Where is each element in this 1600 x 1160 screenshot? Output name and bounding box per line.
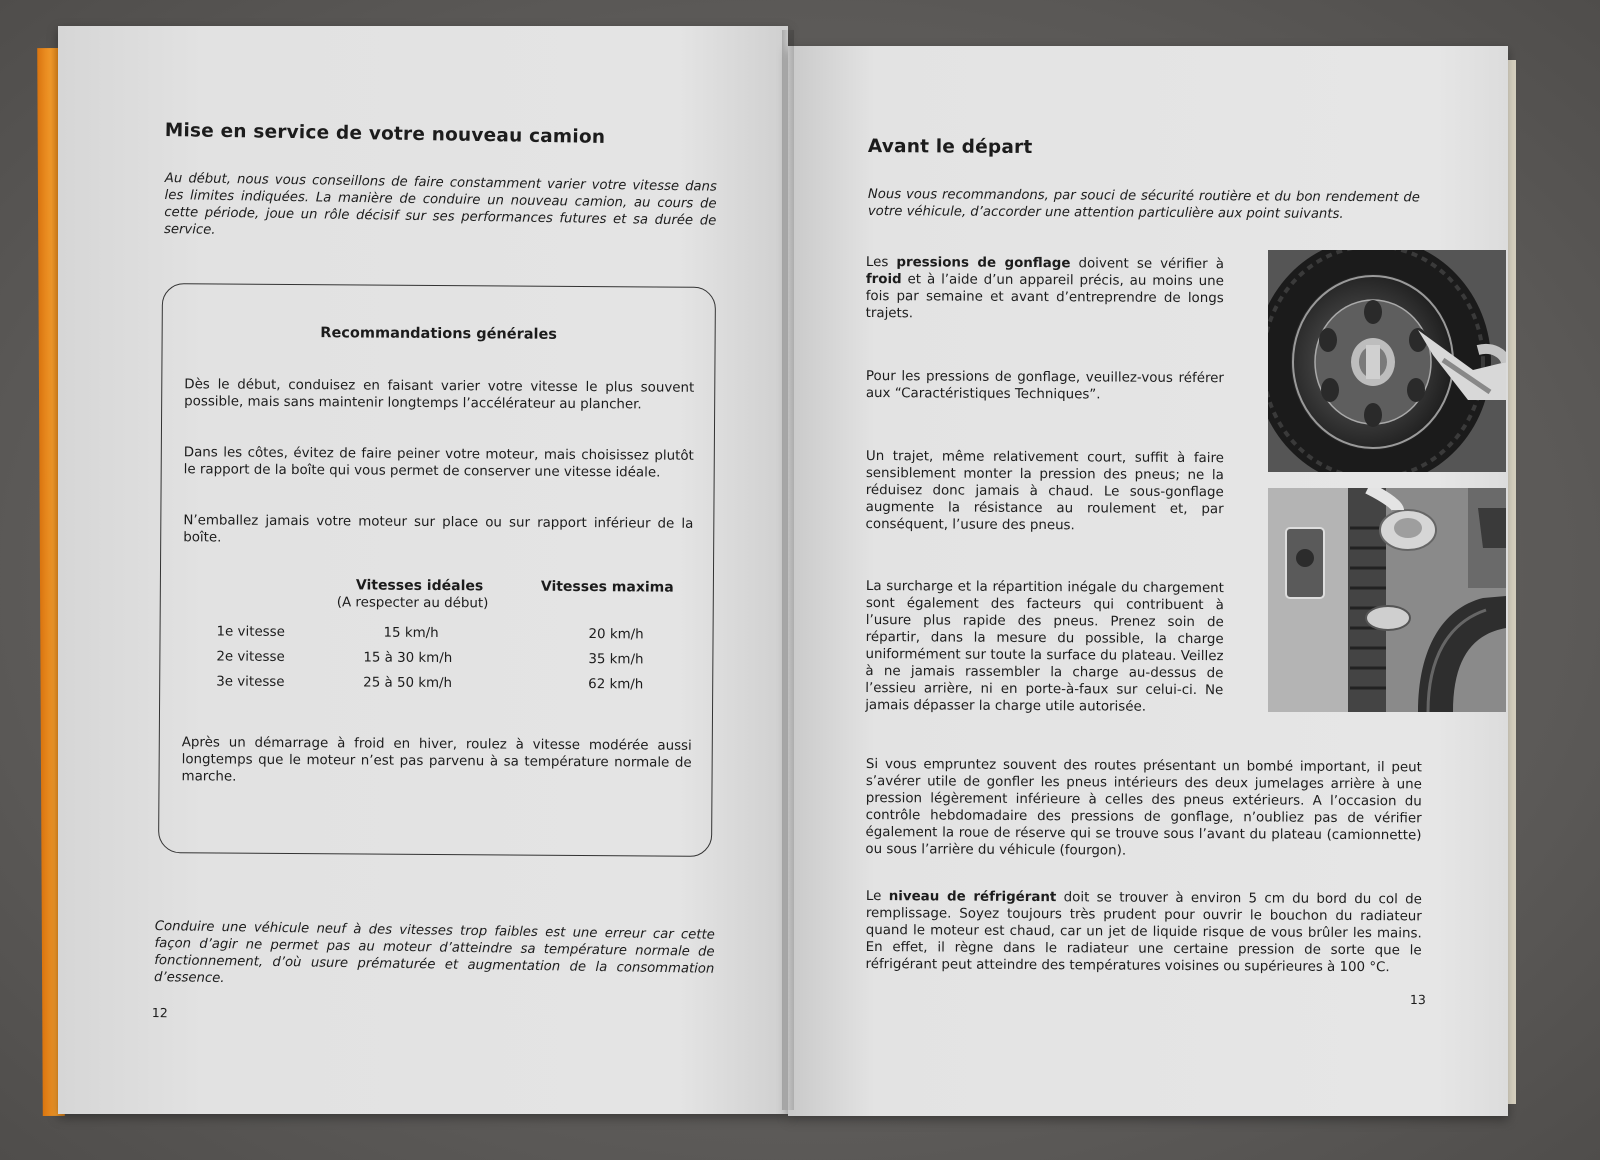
booklet-spine — [782, 30, 794, 1110]
col-subheader-ideal: (A respecter au début) — [336, 595, 489, 612]
col-header-max: Vitesses maxima — [540, 578, 674, 596]
left-footer-note: Conduire une véhicule neuf à des vitesses trop faibles est une erreur car cette façon d’agir ne permet pas au moteur d’atteindre sa température normale de fonctionnement, d’où usure prématurée et augmentation de la consommation d’essence. — [153, 918, 715, 987]
box-paragraph-4: Après un démarrage à froid en hiver, roulez à vitesse modérée aussi longtemps que le moteur n’est pas parvenu à sa température normale de marche. — [181, 735, 692, 785]
ideal-cell: 15 à 30 km/h — [363, 650, 453, 667]
p6-text: doit se trouver à environ 5 cm du bord du col de remplissage. Soyez toujours très prudent pour ouvrir le bouchon du radiateur quand le moteur est chaud, car un jet de liquide risque de vous brûler les mains. En effet, il règne dans le radiateur une certaine pression de sorte que le réfrigérant peut atteindre des températures voisines ou supérieures à 100 °C. — [865, 890, 1422, 976]
pressure-reference-paragraph: Pour les pressions de gonflage, veuillez-vous référer aux “Caractéristiques Techniques”. — [865, 368, 1224, 403]
box-paragraph-2: Dans les côtes, évitez de faire peiner votre moteur, mais choisissez plutôt le rapport de la boîte qui vous permet de conserver une vitesse idéale. — [183, 445, 694, 481]
p1-emphasis-cold: froid — [865, 271, 902, 288]
gear-cell: 2e vitesse — [216, 649, 285, 665]
right-page-number: 13 — [1409, 992, 1426, 1008]
recommendations-box — [158, 283, 716, 857]
tire-pressure-photo — [1268, 250, 1506, 472]
box-paragraph-1: Dès le début, conduisez en faisant varier votre vitesse le plus souvent possible, mais sans maintenir longtemps l’accélérateur au plancher. — [184, 377, 695, 413]
max-cell: 62 km/h — [588, 677, 644, 693]
table-row — [200, 624, 680, 647]
p6-text: Le — [865, 889, 889, 905]
radiator-cap-photo — [1268, 488, 1506, 712]
ideal-cell: 25 à 50 km/h — [363, 675, 453, 692]
gear-cell: 1e vitesse — [216, 624, 285, 640]
left-page-intro: Au début, nous vous conseillons de faire constamment varier votre vitesse dans les limites indiquées. La manière de conduire un nouveau camion, au cours de cette période, joue un rôle décisif sur ses performances futures et sa durée de service. — [163, 170, 717, 238]
col-header-ideal: Vitesses idéales — [355, 577, 484, 595]
max-cell: 35 km/h — [588, 652, 644, 668]
box-paragraph-3: N’emballez jamais votre moteur sur place ou sur rapport inférieur de la boîte. — [183, 513, 694, 546]
p1-emphasis-pressure: pressions de gonflage — [896, 255, 1071, 272]
p6-emphasis-coolant: niveau de réfrigérant — [888, 889, 1057, 906]
p1-text: Les — [865, 254, 897, 271]
table-row — [200, 674, 680, 697]
right-page-intro: Nous vous recommandons, par souci de sécurité routière et du bon rendement de votre véhicule, d’accorder une attention particulière aux point suivants. — [867, 186, 1420, 222]
right-page-title: Avant le départ — [867, 136, 1033, 159]
coolant-paragraph — [865, 888, 1422, 976]
road-camber-paragraph: Si vous empruntez souvent des routes présentant un bombé important, il peut s’avérer utile de gonfler les pneus intérieurs des deux jumelages arrière à une pression légèrement inférieure à celles des pneus extérieurs. A l’occasion du contrôle hebdomadaire des pressions de gonflage, n’oubliez pas de vérifier également la roue de réserve qui se trouve sous l’avant du plateau (camionnette) ou sous l’arrière du véhicule (fourgon). — [865, 757, 1422, 859]
speed-table — [201, 576, 681, 693]
box-title: Recommandations générales — [320, 325, 558, 343]
gear-cell: 3e vitesse — [216, 674, 285, 690]
left-page-number: 12 — [151, 1005, 168, 1021]
tire-pressure-paragraph — [866, 254, 1224, 324]
p1-text: doivent se vérifier à — [1070, 256, 1224, 273]
right-page-title-wrap — [868, 136, 1033, 158]
left-page-title: Mise en service de votre nouveau camion — [164, 120, 606, 148]
hot-tires-paragraph: Un trajet, même relativement court, suffit à faire sensiblement monter la pression des pneus; ne la réduisez donc jamais à chaud. Le sous-gonflage augmente la résistance au roulement et, par conséquent, l’usure des pneus. — [865, 448, 1224, 534]
max-cell: 20 km/h — [588, 627, 644, 643]
p1-text: et à l’aide d’un appareil précis, au moins une fois par semaine et avant d’entreprendre de longs trajets. — [865, 272, 1224, 322]
ideal-cell: 15 km/h — [383, 625, 439, 642]
overload-paragraph: La surcharge et la répartition inégale du chargement sont également des facteurs qui contribuent à l’usure plus rapide des pneus. Prenez soin de répartir, dans la mesure du possible, la charge uniformément sur toute la surface du plateau. Veillez à ne jamais rassembler la charge au-dessus de l’essieu arrière, ni en porte-à-faux sur celui-ci. Ne jamais dépasser la charge utile autorisée. — [865, 579, 1224, 715]
table-row — [200, 649, 680, 672]
